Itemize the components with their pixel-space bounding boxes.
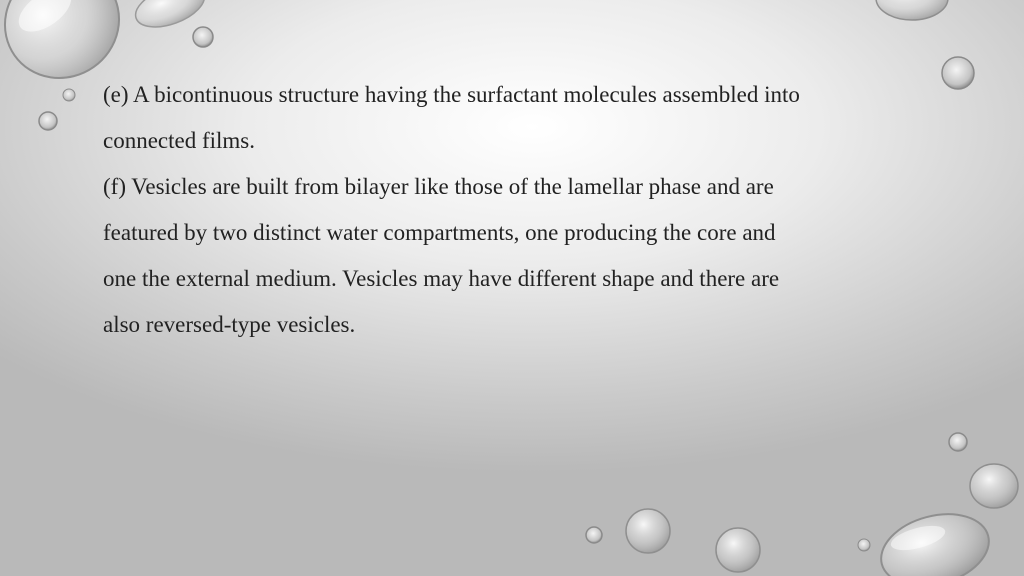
- drop-top-right-large: [876, 0, 948, 20]
- drop-top-right-medium: [942, 57, 974, 89]
- slide-body: [103, 72, 903, 348]
- paragraph-f: [103, 164, 903, 348]
- drop-bottom-tiny: [858, 539, 870, 551]
- drop-bottom-center-lower: [716, 528, 760, 572]
- paragraph-f-line-4: also reversed-type vesicles.: [103, 312, 356, 337]
- drop-left-small-2: [39, 112, 57, 130]
- paragraph-e: [103, 72, 903, 164]
- paragraph-e-line-2: connected films.: [103, 128, 256, 153]
- drop-bottom-right-medium: [970, 464, 1018, 508]
- drop-bottom-right-large: [873, 503, 997, 576]
- paragraph-f-line-3: one the external medium. Vesicles may have different shape and there are: [103, 266, 780, 291]
- paragraph-e-line-1: (e) A bicontinuous structure having the surfactant molecules assembled into: [103, 82, 800, 107]
- drop-bottom-right-small: [949, 433, 967, 451]
- drop-bottom-center-medium: [626, 509, 670, 553]
- drop-left-tiny-1: [63, 89, 75, 101]
- drop-top-left-small: [193, 27, 213, 47]
- drop-bottom-center-small: [586, 527, 602, 543]
- paragraph-f-line-1: (f) Vesicles are built from bilayer like those of the lamellar phase and are: [103, 174, 774, 199]
- paragraph-f-line-2: featured by two distinct water compartments, one producing the core and: [103, 220, 776, 245]
